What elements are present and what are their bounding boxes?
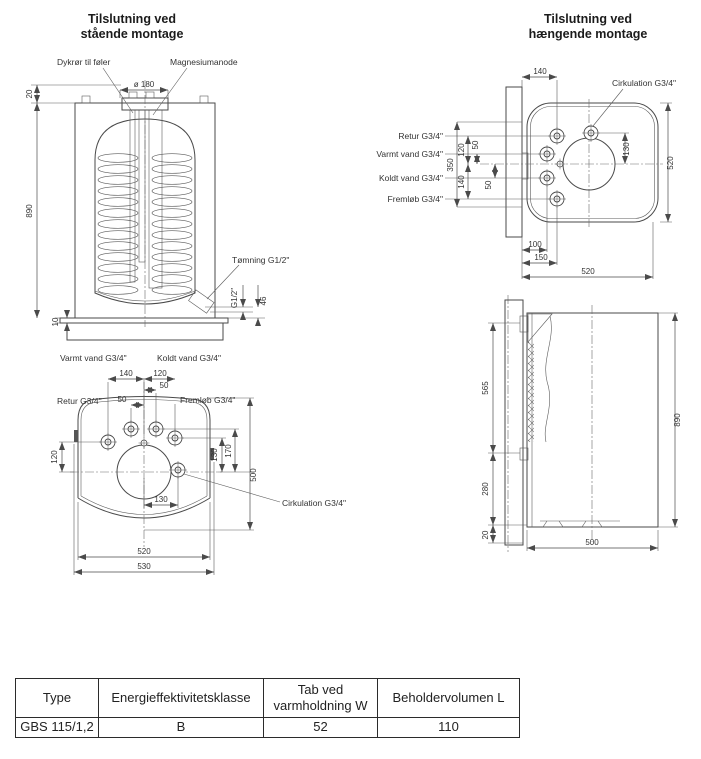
dimension-lines — [445, 77, 672, 279]
dim-140-top: 140 — [533, 67, 547, 76]
dim-10: 10 — [51, 317, 60, 327]
sensor-pocket — [555, 159, 566, 170]
cold-water-label: Koldt vand G3/4" — [379, 173, 443, 183]
hanging-front-view-diagram — [376, 55, 701, 295]
hot-water-label: Varmt vand G3/4" — [376, 149, 443, 159]
dim-350: 350 — [446, 158, 455, 172]
dim-280: 280 — [481, 482, 490, 496]
tank-outline-side — [520, 313, 658, 527]
dim-20: 20 — [25, 89, 34, 99]
centerlines — [480, 99, 663, 227]
cold-water-label: Koldt vand G3/4" — [157, 353, 221, 363]
header-type: Type — [16, 679, 99, 718]
left-mounting-tab — [74, 430, 78, 442]
dim-120: 120 — [457, 143, 466, 157]
dim-565: 565 — [481, 381, 490, 395]
flow-label: Fremløb G3/4" — [180, 395, 236, 405]
flow-label: Fremløb G3/4" — [387, 194, 443, 204]
dim-100: 100 — [528, 240, 542, 249]
standing-title-line2: stående montage — [80, 27, 184, 41]
dim-120-top: 120 — [153, 369, 167, 378]
table-data-row — [16, 718, 520, 738]
cell-volume: 110 — [378, 718, 520, 738]
dim-50-upper: 50 — [471, 140, 480, 150]
header-energy-class: Energieffektivitetsklasse — [99, 679, 264, 718]
hot-water-hole — [538, 145, 556, 163]
cold-water-hole — [538, 169, 556, 187]
header-volume: Beholdervolumen L — [378, 679, 520, 718]
dim-46: 46 — [259, 296, 268, 306]
dim-g12: G1/2" — [230, 287, 239, 309]
hanging-side-view-diagram — [462, 290, 701, 580]
table-header-row — [16, 679, 520, 718]
dim-130-bottom: 130 — [154, 495, 168, 504]
cold-water-hole — [147, 420, 165, 438]
dim-530: 530 — [137, 562, 151, 571]
hanging-title-line2: hængende montage — [528, 27, 648, 41]
wall — [506, 87, 522, 237]
feet — [540, 521, 620, 527]
hanging-title — [512, 12, 664, 42]
dim-50-lower: 50 — [484, 180, 493, 190]
cell-energy-class: B — [99, 718, 264, 738]
standing-section-diagram — [25, 55, 317, 357]
dimension-lines — [59, 379, 280, 575]
dimension-lines — [488, 313, 678, 551]
return-hole — [548, 127, 566, 145]
sensor-tube-label: Dykrør til føler — [57, 57, 111, 67]
dim-130-side: 130 — [210, 448, 219, 462]
tank-outline-front — [522, 103, 658, 222]
dim-diameter-180: ø 180 — [133, 80, 155, 89]
dim-20: 20 — [481, 530, 490, 540]
return-label: Retur G3/4" — [57, 396, 102, 406]
circulation-hole — [169, 461, 187, 479]
dim-50-left: 50 — [117, 395, 127, 404]
dim-170: 170 — [224, 444, 233, 458]
standing-title-line1: Tilslutning ved — [88, 12, 176, 26]
standing-title — [58, 12, 206, 42]
circulation-label: Cirkulation G3/4" — [612, 78, 676, 88]
dim-140-side: 140 — [457, 175, 466, 189]
flow-hole — [166, 429, 184, 447]
dim-890: 890 — [673, 413, 682, 427]
base-plate — [60, 318, 228, 340]
dim-50-right: 50 — [159, 381, 169, 390]
spec-table — [15, 678, 520, 738]
dim-150: 150 — [534, 253, 548, 262]
dim-520-bottom: 520 — [581, 267, 595, 276]
return-label: Retur G3/4" — [398, 131, 443, 141]
drain-label: Tømning G1/2" — [232, 255, 290, 265]
dim-500: 500 — [585, 538, 599, 547]
drain-spout — [189, 290, 214, 313]
return-hole — [99, 433, 117, 451]
standing-top-view-diagram — [40, 352, 360, 587]
dim-130: 130 — [622, 142, 631, 156]
dim-890: 890 — [25, 204, 34, 218]
hot-water-hole — [122, 420, 140, 438]
cell-standby-loss: 52 — [264, 718, 378, 738]
hanging-title-line1: Tilslutning ved — [544, 12, 632, 26]
dim-500: 500 — [249, 468, 258, 482]
flow-hole — [548, 190, 566, 208]
dim-520-right: 520 — [666, 156, 675, 170]
header-standby-loss: Tab ved varmholdning W — [264, 679, 378, 718]
anode-label: Magnesiumanode — [170, 57, 238, 67]
cell-type: GBS 115/1,2 — [16, 718, 99, 738]
dim-520: 520 — [137, 547, 151, 556]
dim-120-side: 120 — [50, 450, 59, 464]
insulation-section — [528, 314, 552, 342]
circulation-label: Cirkulation G3/4" — [282, 498, 346, 508]
sensor-pocket — [139, 438, 150, 449]
dim-140: 140 — [119, 369, 133, 378]
hot-water-label: Varmt vand G3/4" — [60, 353, 127, 363]
